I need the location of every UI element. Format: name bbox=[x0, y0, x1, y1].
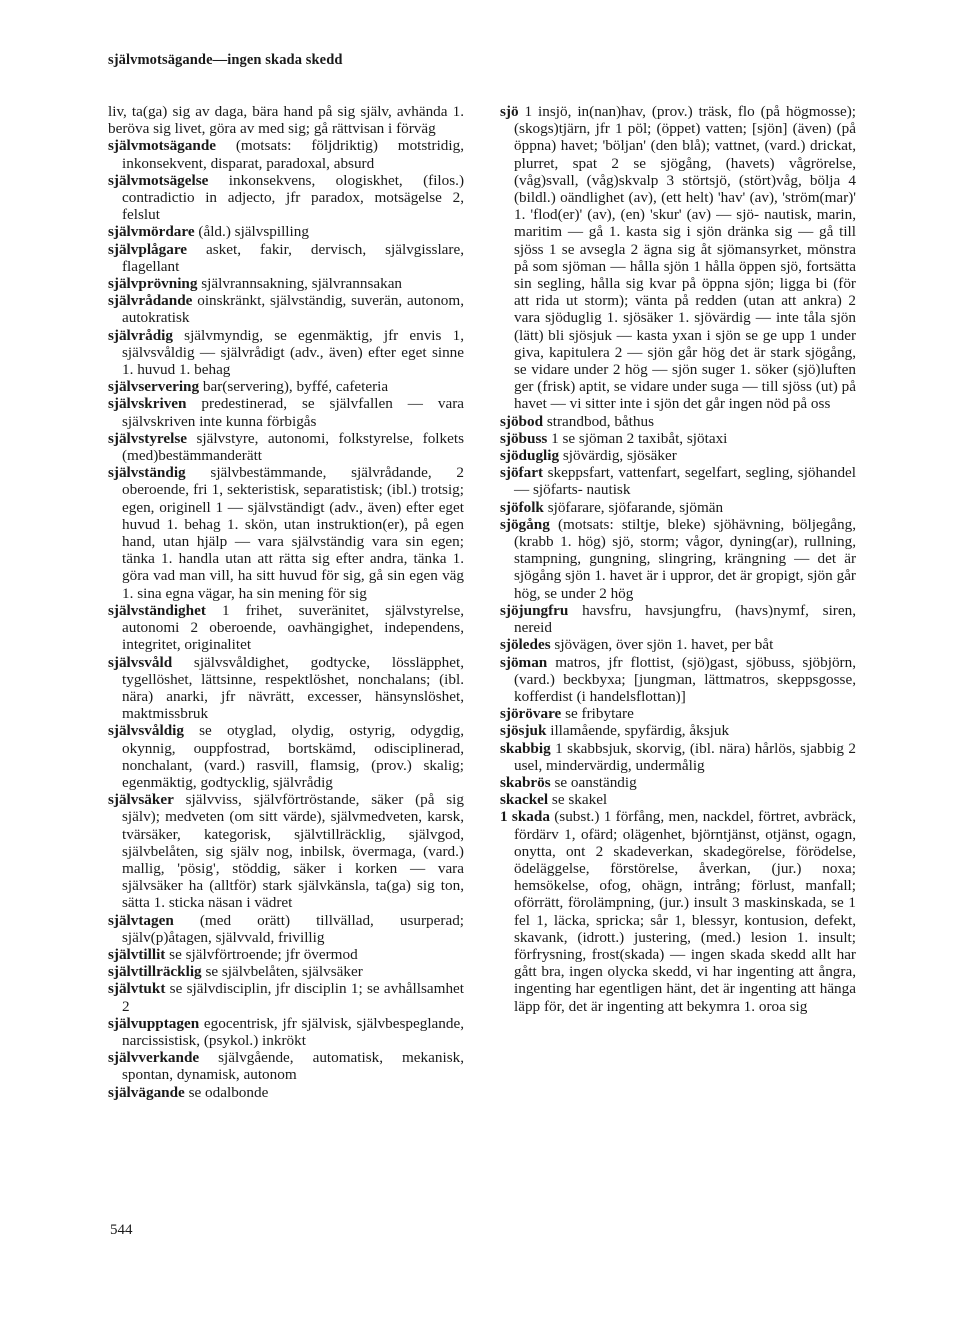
entry-headword: självmotsägande bbox=[108, 137, 217, 155]
dictionary-entry bbox=[108, 378, 464, 395]
dictionary-entry bbox=[500, 791, 856, 808]
dictionary-entry bbox=[108, 327, 464, 379]
dictionary-entry bbox=[500, 636, 856, 653]
dictionary-entry bbox=[500, 654, 856, 706]
entry-headword: självsvåldig bbox=[108, 722, 184, 740]
entry-definition: inkonsekvens, ologiskhet, (filos.) contradictio in adjecto, jfr paradox, motsägelse 2, felslut bbox=[122, 171, 465, 224]
entry-headword: självtagen bbox=[108, 911, 174, 929]
entry-headword: självupptagen bbox=[108, 1014, 200, 1032]
entry-headword: självverkande bbox=[108, 1049, 200, 1067]
entry-definition: egocentrisk, jfr självisk, självbespeglande, narcissistisk, (psykol.) inkrökt bbox=[122, 1014, 465, 1049]
entry-headword: sjöduglig bbox=[500, 447, 560, 465]
entry-definition: sjövärdig, sjösäker bbox=[562, 447, 677, 465]
entry-headword: självstyrelse bbox=[108, 429, 188, 447]
dictionary-entry bbox=[500, 447, 856, 464]
entry-headword: sjöledes bbox=[500, 636, 551, 654]
entry-definition: se skakel bbox=[551, 791, 608, 809]
entry-headword: självtillit bbox=[108, 945, 166, 963]
dictionary-entry bbox=[108, 791, 464, 911]
entry-headword: sjöbuss bbox=[500, 429, 548, 447]
dictionary-entry bbox=[500, 774, 856, 791]
dictionary-entry bbox=[500, 464, 856, 498]
entry-headword: sjöfart bbox=[500, 464, 544, 482]
dictionary-entry bbox=[108, 103, 464, 137]
entry-headword: självservering bbox=[108, 378, 200, 396]
entry-definition: självsvåldighet, godtycke, lössläpphet, tygellöshet, lättsinne, respektlöshet, nonchalans; (ibl. nära) anarki, jfr nävrätt, excesser, hänsynslöshet, maktmissbruk bbox=[122, 653, 464, 723]
dictionary-entry bbox=[108, 223, 464, 240]
entry-definition: liv, ta(ga) sig av daga, bära hand på sig själv, avhända 1. beröva sig livet, göra av med sig; gå rättvisan i förväg bbox=[108, 103, 464, 138]
entry-headword: självständig bbox=[108, 464, 186, 482]
entry-headword: självsvåld bbox=[108, 653, 173, 671]
entry-headword: självständighet bbox=[108, 601, 206, 619]
entry-headword: självprövning bbox=[108, 275, 198, 293]
entry-headword: självmotsägelse bbox=[108, 171, 209, 189]
entry-headword: skabrös bbox=[500, 773, 551, 791]
dictionary-entry bbox=[108, 137, 464, 171]
dictionary-entry bbox=[108, 275, 464, 292]
entry-definition: självbestämmande, självrådande, 2 oberoende, fri 1, sekteristisk, separatistisk; (ibl.) trotsig; egen, originell 1 — självständigt (adv., även) efter eget huvud 1. behag 1. skön, utan instruktion(er), på egen hand, utan hjälp — vara självständig vara sin egen; tänka 1. handla utan att rätta sig efter andra, tänka 1. göra vad man vill, ha sitt huvud för sig, gå sin egen väg 1. sina egna vägar, ha sin mening för sig bbox=[122, 464, 465, 602]
entry-definition: se oanständig bbox=[554, 773, 637, 791]
entry-headword: sjöman bbox=[500, 653, 548, 671]
entry-definition: (åld.) självspilling bbox=[198, 223, 309, 241]
dictionary-entry bbox=[500, 705, 856, 722]
entry-headword: självplågare bbox=[108, 240, 188, 258]
dictionary-entry bbox=[108, 946, 464, 963]
entry-definition: sjöfarare, sjöfarande, sjömän bbox=[547, 498, 724, 516]
entry-headword: sjöbod bbox=[500, 412, 544, 430]
dictionary-entry bbox=[108, 292, 464, 326]
entry-headword: självskriven bbox=[108, 395, 187, 413]
dictionary-entry bbox=[500, 602, 856, 636]
entry-definition: sjövägen, över sjön 1. havet, per båt bbox=[554, 636, 774, 654]
running-head: självmotsägande—ingen skada skedd bbox=[108, 52, 343, 68]
entry-definition: se fribytare bbox=[565, 705, 634, 723]
entry-definition: se odalbonde bbox=[188, 1083, 269, 1101]
dictionary-entry bbox=[108, 980, 464, 1014]
entry-definition: matros, jfr flottist, (sjö)gast, sjöbuss, sjöbjörn, (vard.) beckbyxa; [jungman, lättmatros, skeppsgosse, kofferdist (i handelsflottan)] bbox=[514, 653, 856, 705]
entry-definition: självgående, automatisk, mekanisk, spontan, dynamisk, autonom bbox=[122, 1049, 464, 1084]
entry-definition: havsfru, havsjungfru, (havs)nymf, siren, nereid bbox=[514, 601, 856, 637]
entry-definition: 1 se sjöman 2 taxibåt, sjötaxi bbox=[551, 429, 728, 447]
entry-headword: sjösjuk bbox=[500, 722, 547, 740]
entry-definition: (subst.) 1 förfång, men, nackdel, förtret, avbräck, fördärv 1, ofärd; olägenhet, björntjänst, otjänst, ogagn, onytta, ont 2 skadeverkan, skadegörelse, förödelse, ödeläggelse, förstörelse, åverkan, (jur.) noxa; hemsökelse, ofog, ohägn, intrång; förlust, manfall; oförrätt, förolämpning, (jur.) insult 3 maskinskada, se 1 fel 1, läcka, spricka; sår 1, blessyr, kontusion, defekt, skavank, (idrott.) justering, (med.) lesion 1. insult; förfrysning, frost(skada) — ingen skada skedd allt har gått bra, ingen olycka skedd, vi har ingenting att ångra, ingenting har egentligen hänt, det är ingenting att hänga läpp för, det är ingenting att bekymra 1. oroa sig bbox=[514, 808, 856, 1015]
dictionary-entry bbox=[500, 413, 856, 430]
entry-headword: sjöjungfru bbox=[500, 601, 569, 619]
dictionary-entry bbox=[108, 172, 464, 224]
entry-definition: självstyre, autonomi, folkstyrelse, folkets (med)bestämmanderätt bbox=[122, 429, 464, 465]
dictionary-entry bbox=[500, 722, 856, 739]
entry-definition: skeppsfart, vattenfart, segelfart, segling, sjöhandel — sjöfarts- nautisk bbox=[514, 464, 857, 499]
entry-headword: sjörövare bbox=[500, 705, 562, 723]
entry-definition: självmyndig, se egenmäktig, jfr envis 1, självsvåldig — självrådigt (adv., även) efter eget sinne 1. huvud 1. behag bbox=[122, 326, 464, 379]
entry-definition: strandbod, båthus bbox=[546, 412, 655, 430]
dictionary-entry bbox=[500, 430, 856, 447]
entry-headword: skabbig bbox=[500, 739, 551, 757]
entry-headword: självägande bbox=[108, 1083, 185, 1101]
dictionary-entry bbox=[500, 499, 856, 516]
dictionary-entry bbox=[500, 740, 856, 774]
dictionary-entry bbox=[108, 912, 464, 946]
entry-definition: se självbelåten, självsäker bbox=[205, 963, 363, 981]
entry-definition: 1 frihet, suveränitet, självstyrelse, autonomi 2 oberoende, oavhängighet, independens, integritet, originalitet bbox=[122, 601, 464, 654]
dictionary-entry bbox=[108, 722, 464, 791]
entry-definition: (motsats: stiltje, bleke) sjöhävning, böljegång, (krabb 1. hög) sjö, storm; vågor, dyning(ar), rullning, stampning, gungning, slingring, krängning — det är sjögång sjön 1. havet är i uppror, det är gropigt, sjön går hög, se under 2 hög bbox=[514, 515, 856, 602]
dictionary-entry bbox=[108, 1049, 464, 1083]
entry-headword: sjö bbox=[500, 103, 519, 120]
left-column bbox=[108, 103, 464, 1101]
dictionary-entry bbox=[108, 654, 464, 723]
dictionary-entry bbox=[108, 1015, 464, 1049]
entry-headword: självmördare bbox=[108, 223, 195, 241]
entry-definition: asket, fakir, dervisch, självgisslare, flagellant bbox=[122, 240, 465, 275]
entry-definition: (med orätt) tillvällad, usurperad; själv(p)åtagen, självvald, frivillig bbox=[122, 911, 465, 946]
entry-headword: självsäker bbox=[108, 791, 174, 809]
dictionary-entry bbox=[108, 963, 464, 980]
dictionary-entry bbox=[108, 430, 464, 464]
entry-definition: 1 skabbsjuk, skorvig, (ibl. nära) hårlös, sjabbig 2 usel, mindervärdig, undermålig bbox=[514, 739, 856, 774]
entry-definition: se självförtroende; jfr övermod bbox=[169, 945, 358, 963]
entry-definition: självviss, självförtröstande, säker (på sig själv); medveten (om sitt värde), självmedveten, karsk, tvärsäker, kategorisk, självtillräcklig, självgod, självbelåten, sig själv nog, inbilsk, övermaga, (vard.) mallig, 'pösig', stöddig, säker i korken — vara självsäker ha (alltför) stark självkänsla, ta(ga) sig ton, sätta 1. sticka näsan i vädret bbox=[122, 791, 464, 912]
entry-headword: självtillräcklig bbox=[108, 963, 202, 981]
dictionary-entry bbox=[500, 516, 856, 602]
entry-definition: oinskränkt, självständig, suverän, autonom, autokratisk bbox=[122, 292, 464, 327]
entry-headword: sjögång bbox=[500, 515, 550, 533]
page-number: 544 bbox=[110, 1222, 133, 1238]
entry-headword: skackel bbox=[500, 791, 549, 809]
entry-headword: sjöfolk bbox=[500, 498, 544, 516]
entry-headword: 1 skada bbox=[500, 808, 550, 826]
entry-definition: självrannsakning, självrannsakan bbox=[201, 275, 403, 293]
dictionary-entry bbox=[108, 395, 464, 429]
entry-definition: se självdisciplin, jfr disciplin 1; se avhållsamhet 2 bbox=[122, 980, 464, 1015]
right-column bbox=[500, 103, 856, 1015]
entry-headword: självtukt bbox=[108, 980, 166, 998]
dictionary-entry bbox=[108, 241, 464, 275]
entry-headword: självrådig bbox=[108, 326, 173, 344]
dictionary-entry bbox=[500, 808, 856, 1014]
dictionary-entry bbox=[108, 1084, 464, 1101]
entry-definition: illamående, spyfärdig, åksjuk bbox=[550, 722, 730, 740]
entry-headword: självrådande bbox=[108, 292, 193, 310]
dictionary-entry bbox=[108, 602, 464, 654]
entry-definition: se otyglad, olydig, ostyrig, odygdig, okynnig, ouppfostrad, bortskämd, odisciplinerad, nonchalant, (vard.) rasvill, flamsig, (prov.) skalig; egenmäktig, godtycklig, självrådig bbox=[122, 722, 464, 791]
entry-definition: predestinerad, se självfallen — vara självskriven inte kunna förbigås bbox=[122, 395, 464, 430]
entry-definition: bar(servering), byffé, cafeteria bbox=[202, 378, 389, 396]
entry-definition: (motsats: följdriktig) motstridig, inkonsekvent, disparat, paradoxal, absurd bbox=[122, 137, 465, 172]
dictionary-entry bbox=[500, 103, 856, 413]
dictionary-entry bbox=[108, 464, 464, 602]
entry-definition: 1 insjö, in(nan)hav, (prov.) träsk, flo (på högmosse); (skogs)tjärn, jfr 1 pöl; (öppet) vatten; [sjön] (även) (på öppna) havet; 'böljan' (den blå); vattnet, (vard.) drickat, plurret, spat 2 se sjögång, (havets) vågrörelse, (våg)svall, (våg)skvalp 3 störtsjö, (stört)våg, bölja 4 (bildl.) oändlighet (av), (ett helt) 'hav' (av), 'ström(mar)' 1. 'flod(er)' (av), (en) 'skur' (av) — sjö- nautisk, marin, maritim — gå 1. kasta sig i sjön dränka sig — gå till sjöss 1 se avsegla 2 ägna sig åt sjömansyrket, mönstra på som sjöman — hålla sjön 1 hålla öppen sjö, fortsätta sin segling, hålla sig kvar på öppna sjön; ligga bi (för att rida ut storm); vänta på redden (utan att ankra) 2 vara sjöduglig 1. sjösäker 1. sjövärdig — inte tåla sjön (lätt) bli sjösjuk — kasta yxan i sjön se ge upp 1 under giva, kapitulera 2 — sjön går hög det är stark sjögång, se vidare under 2 hög — sjön suger 1. söker (sjö)luften ger (frisk) aptit, se vidare under suga — till sjöss (ut) på havet — vi sitter inte i sjön det går ingen nöd på oss bbox=[514, 103, 857, 413]
